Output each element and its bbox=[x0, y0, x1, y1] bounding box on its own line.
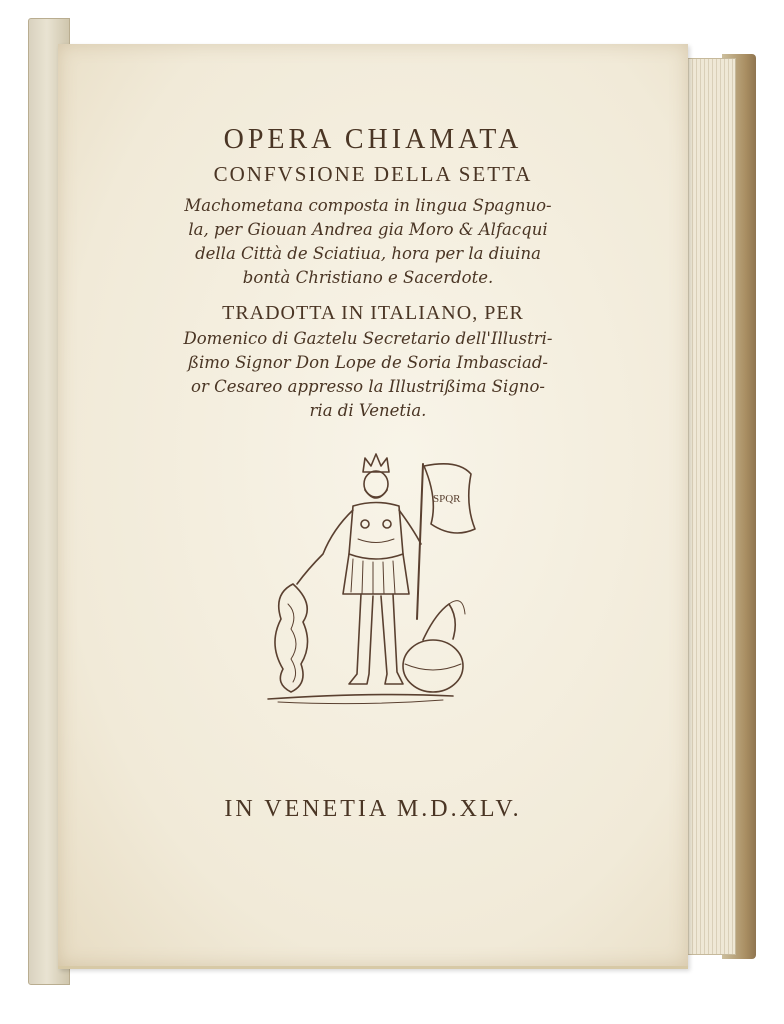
emperor-illustration bbox=[253, 444, 493, 714]
banner-text: SPQR bbox=[433, 493, 461, 505]
description-block bbox=[153, 194, 583, 290]
translator-line: ßimo Signor Don Lope de Soria Imbasciad- bbox=[187, 353, 549, 372]
title-line-1: OPERA CHIAMATA bbox=[223, 124, 523, 155]
description-line: la, per Giouan Andrea gia Moro & Alfacqui bbox=[188, 220, 548, 239]
translator-line: ria di Venetia. bbox=[309, 401, 427, 420]
description-line: della Città de Sciatiua, hora per la diuina bbox=[195, 244, 541, 263]
imprint: IN VENETIA M.D.XLV. bbox=[224, 796, 522, 822]
title-line-2: CONFVSIONE DELLA SETTA bbox=[213, 162, 533, 186]
translation-heading: TRADOTTA IN ITALIANO, PER bbox=[222, 302, 524, 324]
title-page bbox=[58, 44, 688, 969]
translator-line: Domenico di Gaztelu Secretario dell'Illustri- bbox=[183, 329, 553, 348]
translator-line: or Cesareo appresso la Illustrißima Signo- bbox=[191, 377, 545, 396]
translator-block bbox=[153, 327, 583, 423]
book bbox=[28, 18, 756, 986]
description-line: Machometana composta in lingua Spagnuo- bbox=[184, 196, 552, 215]
description-line: bontà Christiano e Sacerdote. bbox=[242, 268, 494, 287]
